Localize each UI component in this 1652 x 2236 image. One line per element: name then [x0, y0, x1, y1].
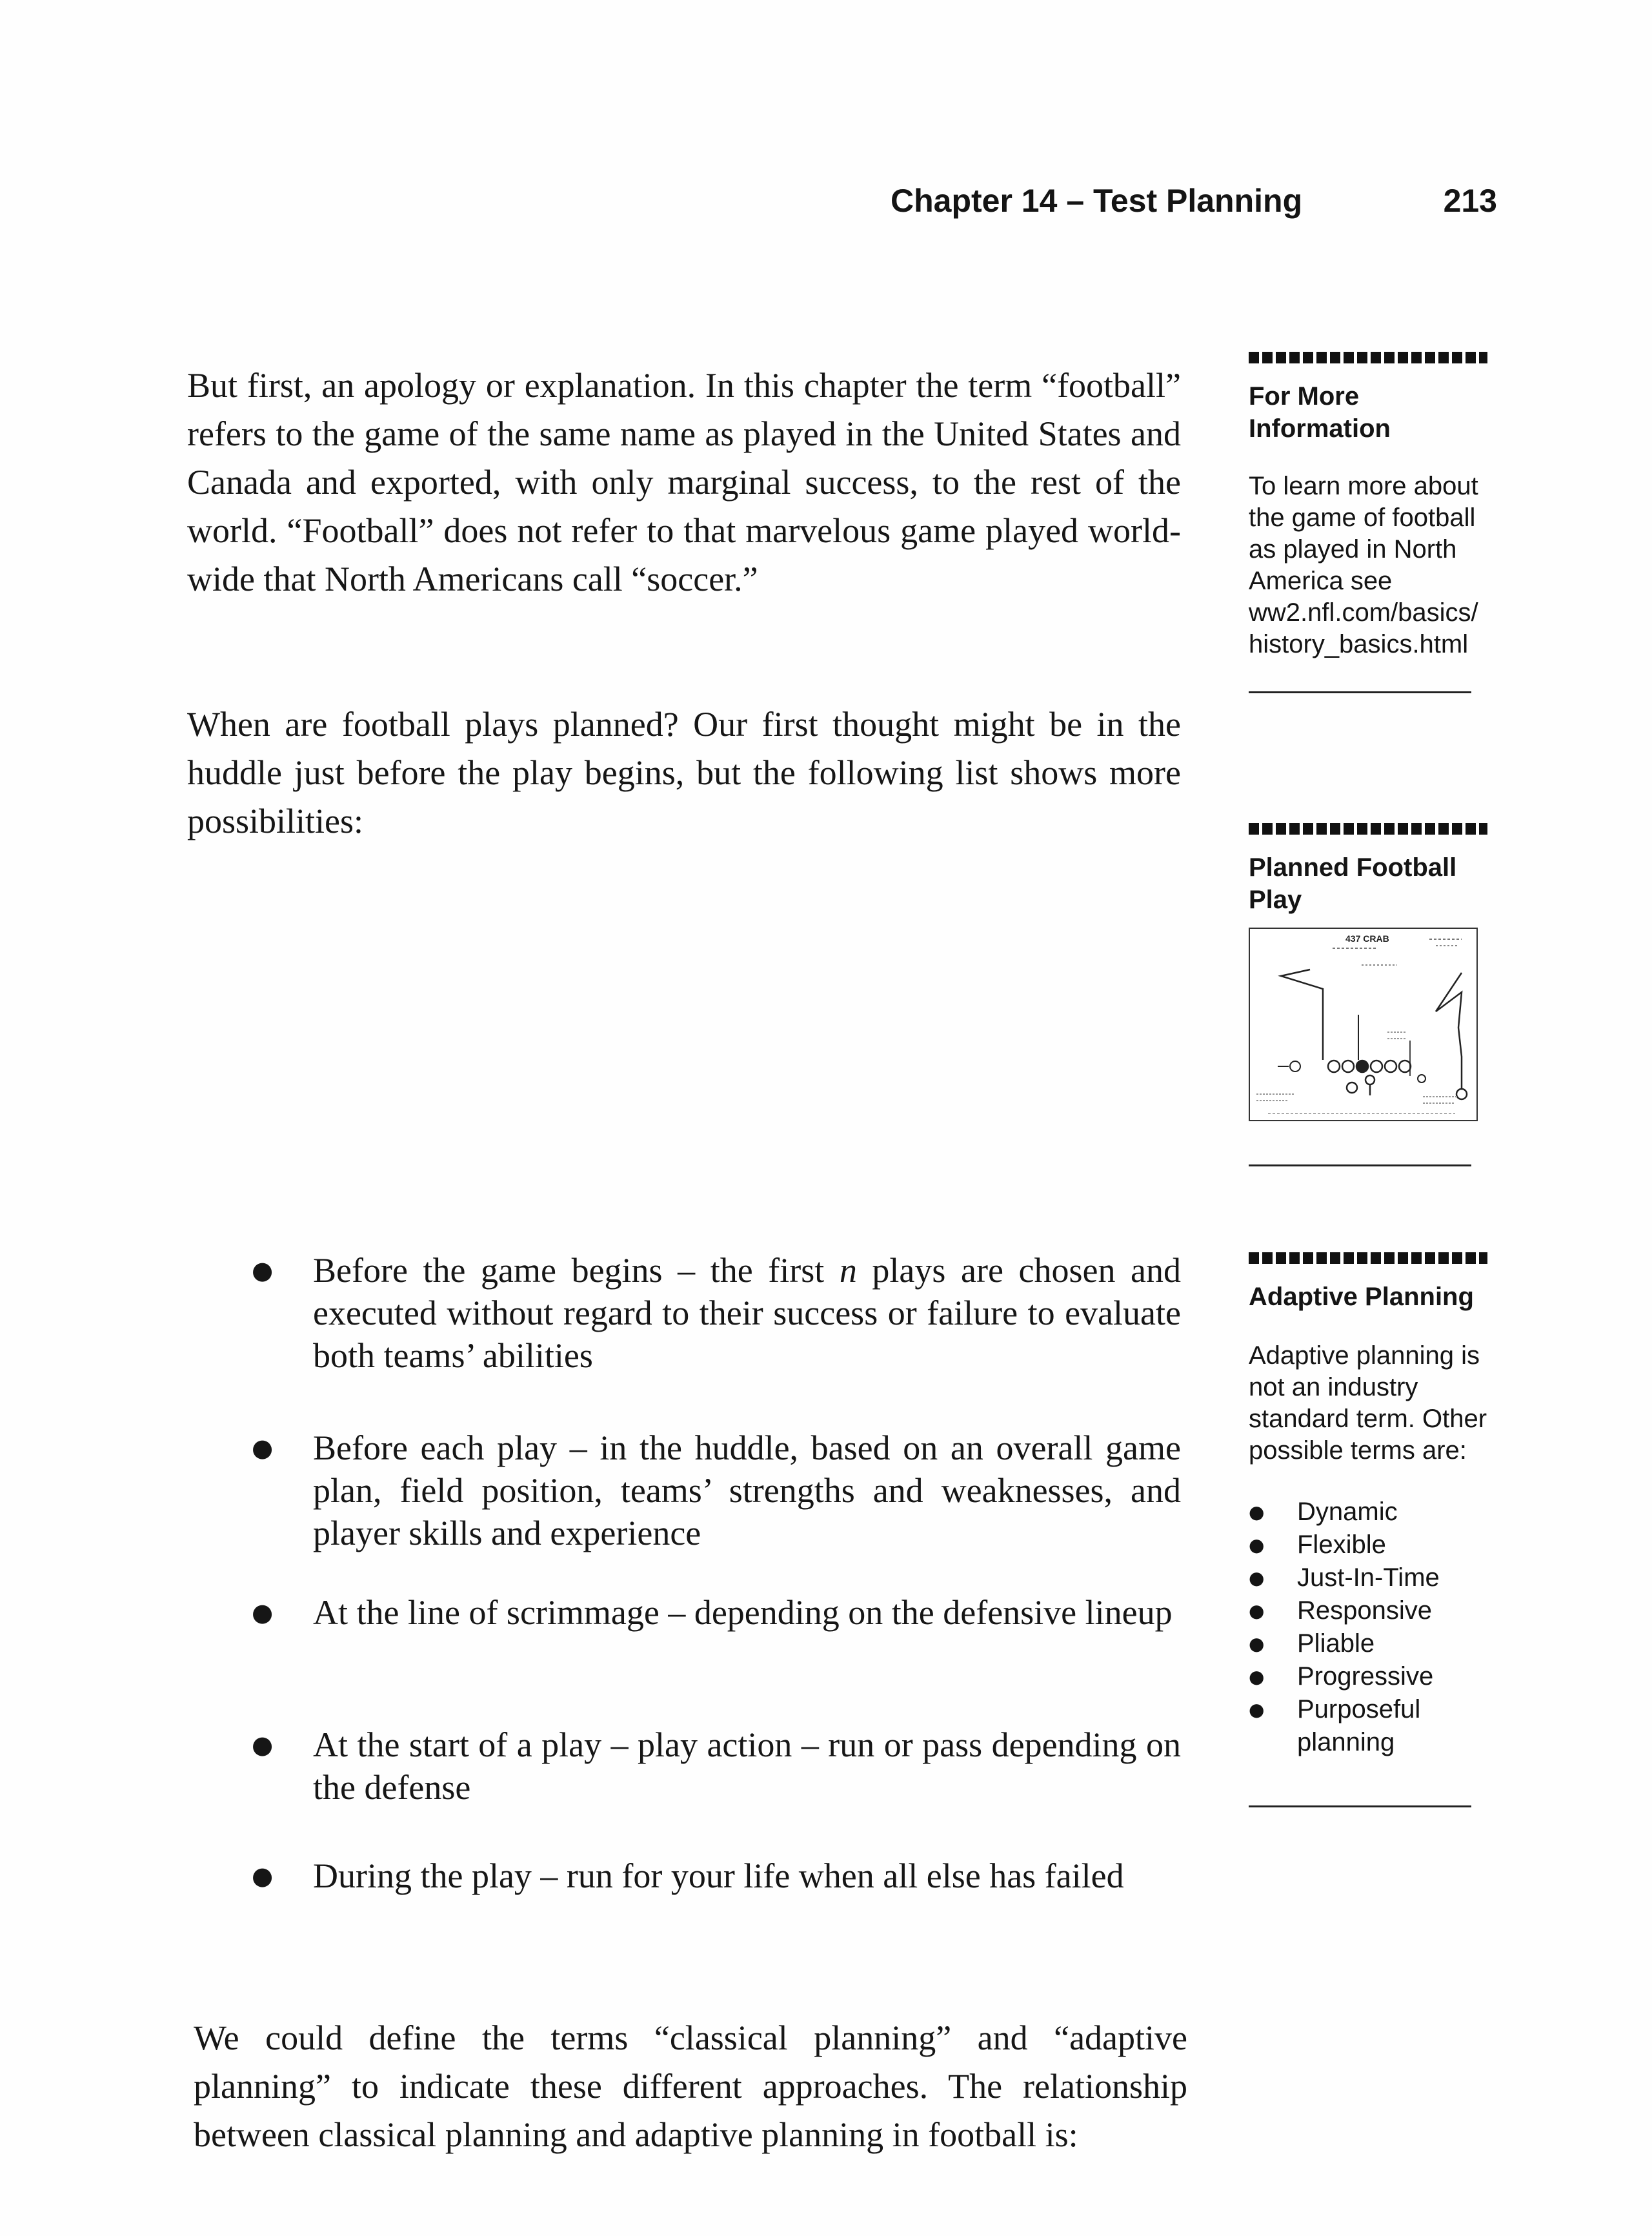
- sidebar-rule: [1249, 1252, 1487, 1264]
- sidebar-heading: Planned Football Play: [1249, 853, 1457, 914]
- bullet-icon: ●: [1249, 1666, 1265, 1687]
- sidebar-end-rule: [1249, 1805, 1471, 1807]
- list-item-text: Before each play – in the huddle, based on an overall game plan, field position, teams’ strengths and weaknesses, and player skills and experience: [313, 1428, 1181, 1552]
- list-item: [1249, 1693, 1500, 1759]
- chapter-title: Chapter 14 – Test Planning: [891, 183, 1303, 219]
- running-header: [891, 182, 1497, 227]
- diagram-play-name: 437 CRAB: [1345, 933, 1389, 944]
- list-item: [1249, 1660, 1500, 1693]
- list-item-text: At the start of a play – play action – run or pass depending on the defense: [313, 1725, 1181, 1807]
- term-text: Dynamic: [1297, 1498, 1398, 1526]
- sidebar-rule: [1249, 823, 1487, 835]
- football-play-diagram: [1249, 928, 1478, 1121]
- bullet-icon: ●: [1249, 1699, 1265, 1720]
- variable-n: n: [839, 1251, 857, 1290]
- question-paragraph: When are football plays planned? Our first thought might be in the huddle just before the play begins, but the following list shows more possibilities:: [187, 705, 1181, 840]
- sidebar-heading: For More Information: [1249, 382, 1391, 443]
- term-text: Progressive: [1297, 1662, 1434, 1691]
- sidebar-adaptive-planning: [1249, 1252, 1500, 1807]
- bullet-icon: ●: [252, 1862, 274, 1890]
- term-text: Flexible: [1297, 1530, 1386, 1559]
- sidebar-text: Adaptive planning is not an industry standard term. Other possible terms are:: [1249, 1341, 1487, 1465]
- term-text: Pliable: [1297, 1629, 1375, 1658]
- sidebar-rule: [1249, 352, 1487, 363]
- bullet-icon: ●: [252, 1256, 274, 1285]
- sidebar-more-info: [1249, 352, 1500, 693]
- sidebar-heading: Adaptive Planning: [1249, 1283, 1474, 1311]
- list-item: [1249, 1529, 1500, 1561]
- list-item: [1249, 1627, 1500, 1660]
- list-item: [1249, 1594, 1500, 1627]
- sidebar-text: To learn more about the game of football as played in North America see ww2.nfl.com/basics/ history_basics.html: [1249, 472, 1478, 658]
- list-item-text: Before the game begins – the first n plays are chosen and executed without regard to their success or failure to evaluate both teams’ abilities: [313, 1251, 1181, 1375]
- bullet-icon: ●: [252, 1731, 274, 1759]
- intro-paragraph: But first, an apology or explanation. In this chapter the term “football” refers to the game of the same name as played in the United States and Canada and exported, with only marginal success, to the rest of the world. “Football” does not refer to that marvelous game played world-wide that North Americans call “soccer.”: [187, 366, 1181, 598]
- bullet-icon: ●: [1249, 1567, 1265, 1589]
- sidebar-end-rule: [1249, 1164, 1471, 1166]
- sidebar-planned-play: [1249, 823, 1500, 1166]
- alternative-terms-list: [1249, 1496, 1500, 1759]
- term-text: Purposeful planning: [1297, 1695, 1421, 1756]
- bullet-icon: ●: [1249, 1633, 1265, 1654]
- definition-paragraph: We could define the terms “classical planning” and “adaptive planning” to indicate these different approaches. The relationship between classical planning and adaptive planning in football is:: [194, 2018, 1187, 2154]
- page-number: 213: [1443, 183, 1497, 219]
- term-text: Responsive: [1297, 1596, 1433, 1625]
- list-item-text: During the play – run for your life when all else has failed: [313, 1856, 1124, 1895]
- list-item: [1249, 1496, 1500, 1529]
- sidebar-end-rule: [1249, 691, 1471, 693]
- bullet-icon: ●: [1249, 1600, 1265, 1621]
- bullet-icon: ●: [1249, 1501, 1265, 1523]
- bullet-icon: ●: [252, 1598, 274, 1627]
- bullet-icon: ●: [1249, 1534, 1265, 1556]
- term-text: Just-In-Time: [1297, 1563, 1440, 1592]
- list-item: [1249, 1561, 1500, 1594]
- bullet-icon: ●: [252, 1434, 274, 1462]
- list-item-text: At the line of scrimmage – depending on the defensive lineup: [313, 1593, 1173, 1632]
